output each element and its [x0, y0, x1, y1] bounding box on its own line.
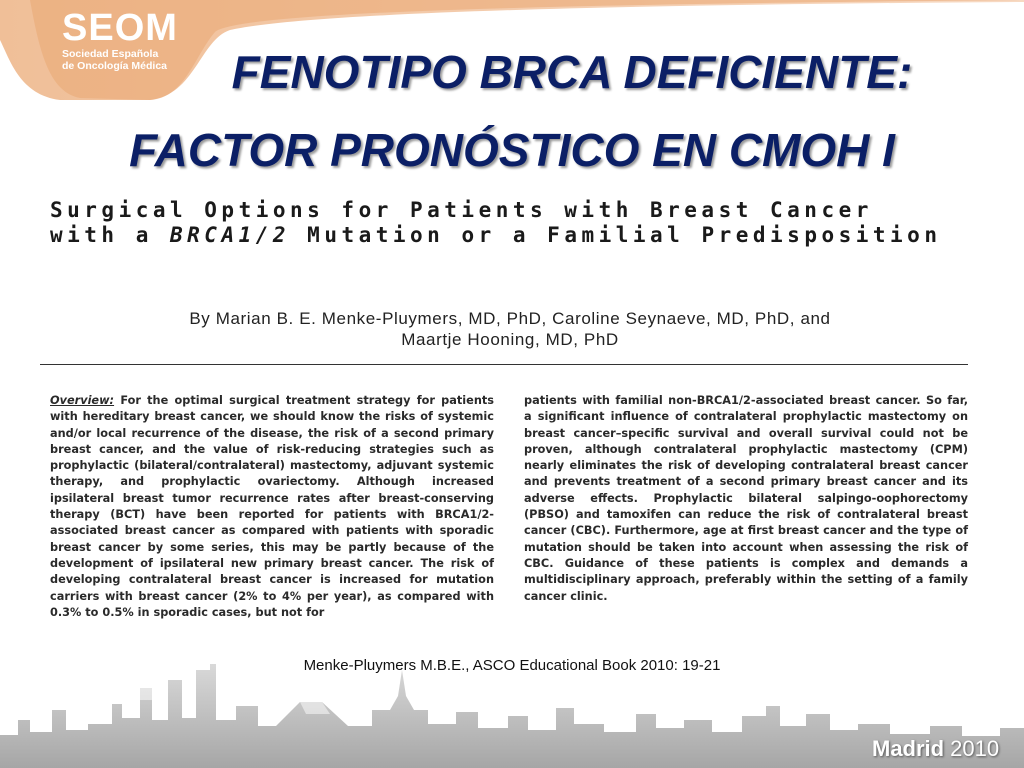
overview-label: Overview: [50, 394, 115, 407]
slide-title-line-2: FACTOR PRONÓSTICO EN CMOH I [129, 124, 895, 176]
divider [40, 364, 968, 365]
authors-line-2: Maartje Hooning, MD, PhD [401, 330, 619, 349]
abstract-right-column [524, 393, 968, 605]
authors-line-1: By Marian B. E. Menke-Pluymers, MD, PhD, Caroline Seynaeve, MD, PhD, and [189, 309, 831, 328]
logo-name: SEOM [62, 7, 178, 49]
abstract-right-text: patients with familial non-BRCA1/2-associated breast cancer. So far, a significant influence of contralateral prophylactic mastectomy on breast cancer–specific survival and overall survival could not be proven, although contralateral prophylactic mastectomy (CPM) nearly eliminates the risk of developing contralateral breast cancer and prevents treatment of a second primary breast cancer and its adverse effects. Prophylactic bilateral salpingo-oophorectomy (PBSO) and tamoxifen can reduce the risk of contralateral breast cancer (CBC). Furthermore, age at first breast cancer and the type of mutation should be taken into account when assessing the risk of CBC. Guidance of these patients is complex and demands a multidisciplinary approach, preferably within the setting of a family cancer clinic. [524, 394, 968, 603]
event-city: Madrid [872, 736, 945, 761]
abstract-left-text: For the optimal surgical treatment strategy for patients with hereditary breast cancer, we should know the risks of systemic and/or local recurrence of the disease, the risk of a second primary breast cancer, and the value of risk-reducing strategies such as prophylactic (bilateral/contralateral) mastectomy, adjuvant systemic therapy, and prophylactic ovariectomy. Although increased ipsilateral breast tumor recurrence rates after breast-conserving therapy (BCT) have been reported for patients with BRCA1/2-associated breast cancer as compared with patients with sporadic breast cancer by some series, this may be partly because of the development of ipsilateral new primary breast cancer. The risk of developing contralateral breast cancer is increased for mutation carriers with breast cancer (2% to 4% per year), as compared with 0.3% to 0.5% in sporadic cases, but not for [50, 394, 494, 619]
slide-title-line-1: FENOTIPO BRCA DEFICIENTE: [231, 46, 913, 98]
logo-subtitle-1: Sociedad Española [62, 48, 159, 60]
paper-authors [60, 308, 960, 350]
paper-title-part-1: Surgical Options for Patients with Breast Cancer with a [50, 198, 873, 247]
abstract-left-column [50, 393, 494, 621]
paper-title-mutation: BRCA1/2 [170, 223, 291, 247]
paper-title-part-2: Mutation or a Familial Predisposition [290, 223, 942, 247]
paper-title [50, 198, 950, 248]
event-location [872, 736, 999, 762]
event-year: 2010 [950, 736, 1000, 761]
citation: Menke-Pluymers M.B.E., ASCO Educational Book 2010: 19-21 [303, 657, 721, 674]
logo-subtitle-2: de Oncología Médica [62, 60, 168, 72]
